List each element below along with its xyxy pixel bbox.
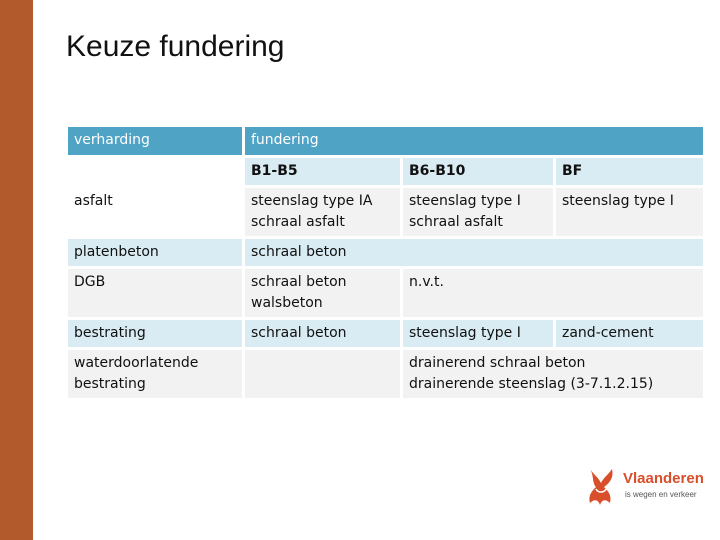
subheader-b6-b10: B6-B10 <box>403 158 553 185</box>
cell-line: waterdoorlatende <box>74 355 199 371</box>
cell-dgb-b1 <box>245 269 400 317</box>
table-row-dgb <box>68 269 703 317</box>
vlaanderen-logo <box>584 465 704 511</box>
cell-line: drainerend schraal beton <box>409 355 586 371</box>
cell-bestrating-b1: schraal beton <box>245 320 400 347</box>
row-label-asfalt: asfalt <box>68 188 242 236</box>
cell-waterdoorlatend-rest <box>403 350 703 398</box>
cell-asfalt-b1 <box>245 188 400 236</box>
flemish-lion-icon <box>584 465 618 511</box>
side-accent-bar <box>0 0 33 540</box>
row-label-bestrating: bestrating <box>68 320 242 347</box>
cell-line: bestrating <box>74 376 146 392</box>
subheader-b1-b5: B1-B5 <box>245 158 400 185</box>
table-row-waterdoorlatend <box>68 350 703 398</box>
header-fundering: fundering <box>245 127 703 155</box>
cell-line: walsbeton <box>251 295 323 311</box>
cell-line: schraal asfalt <box>409 214 503 230</box>
row-label-platenbeton: platenbeton <box>68 239 242 266</box>
table-row-asfalt <box>68 188 703 236</box>
cell-waterdoorlatend-b1 <box>245 350 400 398</box>
cell-platenbeton-all: schraal beton <box>245 239 703 266</box>
table-row-bestrating <box>68 320 703 347</box>
cell-line: steenslag type IA <box>251 193 373 209</box>
subheader-bf: BF <box>556 158 703 185</box>
cell-line: steenslag type I <box>409 193 521 209</box>
table-header-row <box>68 127 703 155</box>
cell-asfalt-b6 <box>403 188 553 236</box>
slide-title: Keuze fundering <box>66 30 285 63</box>
cell-bestrating-b6: steenslag type I <box>403 320 553 347</box>
logo-tagline: is wegen en verkeer <box>625 490 697 499</box>
cell-asfalt-bf: steenslag type I <box>556 188 703 236</box>
row-label-waterdoorlatend <box>68 350 242 398</box>
logo-name: Vlaanderen <box>623 470 704 487</box>
cell-dgb-rest: n.v.t. <box>403 269 703 317</box>
table-row-platenbeton <box>68 239 703 266</box>
subheader-empty <box>68 158 242 185</box>
cell-line: schraal asfalt <box>251 214 345 230</box>
cell-line: drainerende steenslag (3-7.1.2.15) <box>409 376 654 392</box>
cell-bestrating-bf: zand-cement <box>556 320 703 347</box>
foundation-table <box>65 124 706 401</box>
table-subheader-row <box>68 158 703 185</box>
row-label-dgb: DGB <box>68 269 242 317</box>
header-verharding: verharding <box>68 127 242 155</box>
cell-line: schraal beton <box>251 274 347 290</box>
